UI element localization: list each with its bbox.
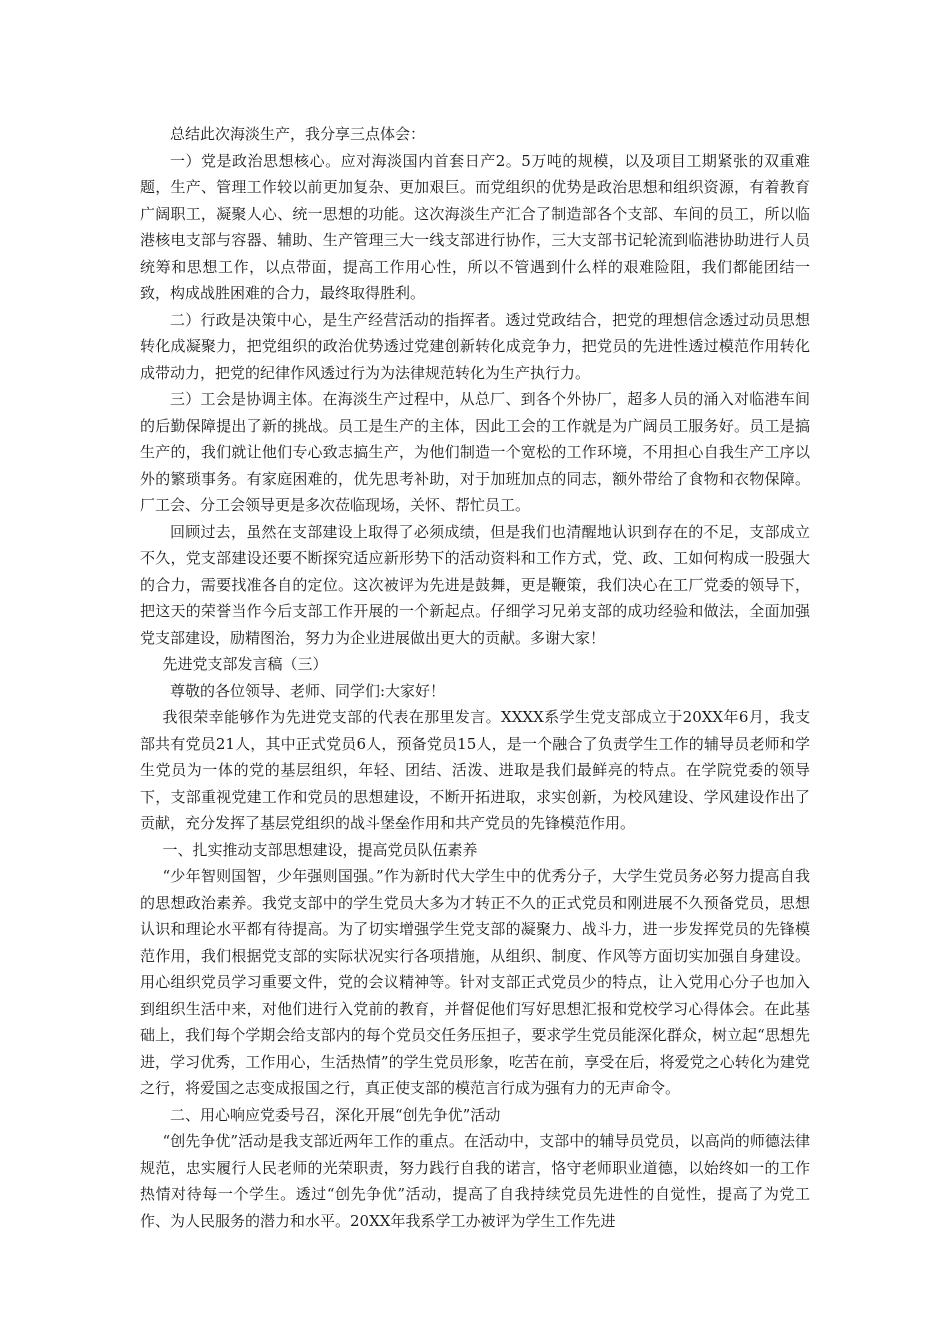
paragraph-point-one: 一）党是政治思想核心。应对海淡国内首套日产2。5万吨的规模，以及项目工期紧张的双重难题，生产、管理工作较以前更加复杂、更加艰巨。而党组织的优势是政治思想和组织资源，有着教育广阔职工，凝聚人心、统一思想的功能。这次海淡生产汇合了制造部各个支部、车间的员工，所以临港核电支部与容器、辅助、生产管理三大一线支部进行协作，三大支部书记轮流到临港协助进行人员统筹和思想工作，以点带面，提高工作用心性，所以不管遇到什么样的艰难险阻，我们都能团结一致，构成战胜困难的合力，最终取得胜利。 bbox=[140, 151, 810, 302]
paragraph-review: 回顾过去，虽然在支部建设上取得了必须成绩，但是我们也清醒地认识到存在的不足，支部成立不久，党支部建设还要不断探究适应新形势下的活动资料和工作方式，党、政、工如何构成一股强大的合力，需要找准各自的定位。这次被评为先进是鼓舞，更是鞭策，我们决心在工厂党委的领导下，把这天的荣誉当作今后支部工作开展的一个新起点。仔细学习兄弟支部的成功经验和做法，全面加强党支部建设，励精图治，努力为企业进展做出更大的贡献。多谢大家！ bbox=[140, 522, 810, 647]
paragraph-intro: 总结此次海淡生产，我分享三点体会： bbox=[170, 125, 426, 143]
paragraph-point-three: 三）工会是协调主体。在海淡生产过程中，从总厂、到各个外协厂，超多人员的涌入对临港车间的后勤保障提出了新的挑战。员工是生产的主体，因此工会的工作就是为广阔员工服务好。员工是搞生产的，我们就让他们专心致志搞生产，为他们制造一个宽松的工作环境，不用担心自我生产工序以外的繁琐事务。有家庭困难的，优先思考补助，对于加班加点的同志，额外带给了食物和衣物保障。厂工会、分工会领导更是多次莅临现场，关怀、帮忙员工。 bbox=[140, 390, 810, 514]
paragraph-introduction: 我很荣幸能够作为先进党支部的代表在那里发言。XXXX系学生党支部成立于20XX年6月，我支部共有党员21人，其中正式党员6人，预备党员15人，是一个融合了负责学生工作的辅导员老师和学生党员为一体的党的基层组织，年轻、团结、活泼、进取是我们最鲜亮的特点。在学院党委的领导下，支部重视党建工作和党员的思想建设，不断开拓进取，求实创新，为校风建设、学风建设作出了贡献，充分发挥了基层党组织的战斗堡垒作用和共产党员的先锋模范作用。 bbox=[140, 708, 810, 832]
heading-two: 二、用心响应党委号召，深化开展“创先争优”活动 bbox=[170, 1105, 501, 1124]
section-title: 先进党支部发言稿（三） bbox=[162, 655, 328, 673]
paragraph-excellence: “创先争优”活动是我支部近两年工作的重点。在活动中，支部中的辅导员党员，以高尚的师德法律规范，忠实履行人民老师的光荣职责，努力践行自我的诺言，恪守老师职业道德，以始终如一的工作热情对待每一个学生。透过“创先争优”活动，提高了自我持续党员先进性的自觉性，提高了为党工作、为人民服务的潜力和水平。20XX年我系学工办被评为学生工作先进 bbox=[140, 1132, 810, 1230]
paragraph-ideology: “少年智则国智，少年强则国强。”作为新时代大学生中的优秀分子，大学生党员务必努力提高自我的思想政治素养。我党支部中的学生党员大多为才转正不久的正式党员和刚进展不久预备党员，思想认识和理论水平都有待提高。为了切实增强学生党支部的凝聚力、战斗力，进一步发挥党员的先锋模范作用，我们根据党支部的实际状况实行各项措施，从组织、制度、作风等方面切实加强自身建设。用心组织党员学习重要文件，党的会议精神等。针对支部正式党员少的特点，让入党用心分子也加入到组织生活中来，对他们进行入党前的教育，并督促他们写好思想汇报和党校学习心得体会。在此基础上，我们每个学期会给支部内的每个党员交任务压担子，要求学生党员能深化群众，树立起“思想先进，学习优秀，工作用心，生活热情”的学生党员形象，吃苦在前，享受在后，将爱党之心转化为建党之行，将爱国之志变成报国之行，真正使支部的模范言行成为强有力的无声命令。 bbox=[140, 867, 810, 1097]
heading-one: 一、扎实推动支部思想建设，提高党员队伍素养 bbox=[162, 840, 478, 859]
document-body bbox=[140, 121, 810, 1234]
paragraph-greeting: 尊敬的各位领导、老师、同学们:大家好！ bbox=[170, 681, 446, 700]
paragraph-point-two: 二）行政是决策中心，是生产经营活动的指挥者。透过党政结合，把党的理想信念透过动员思想转化成凝聚力，把党组织的政治优势透过党建创新转化成竞争力，把党员的先进性透过模范作用转化成带动力，把党的纪律作风透过行为为法律规范转化为生产执行力。 bbox=[140, 310, 810, 382]
